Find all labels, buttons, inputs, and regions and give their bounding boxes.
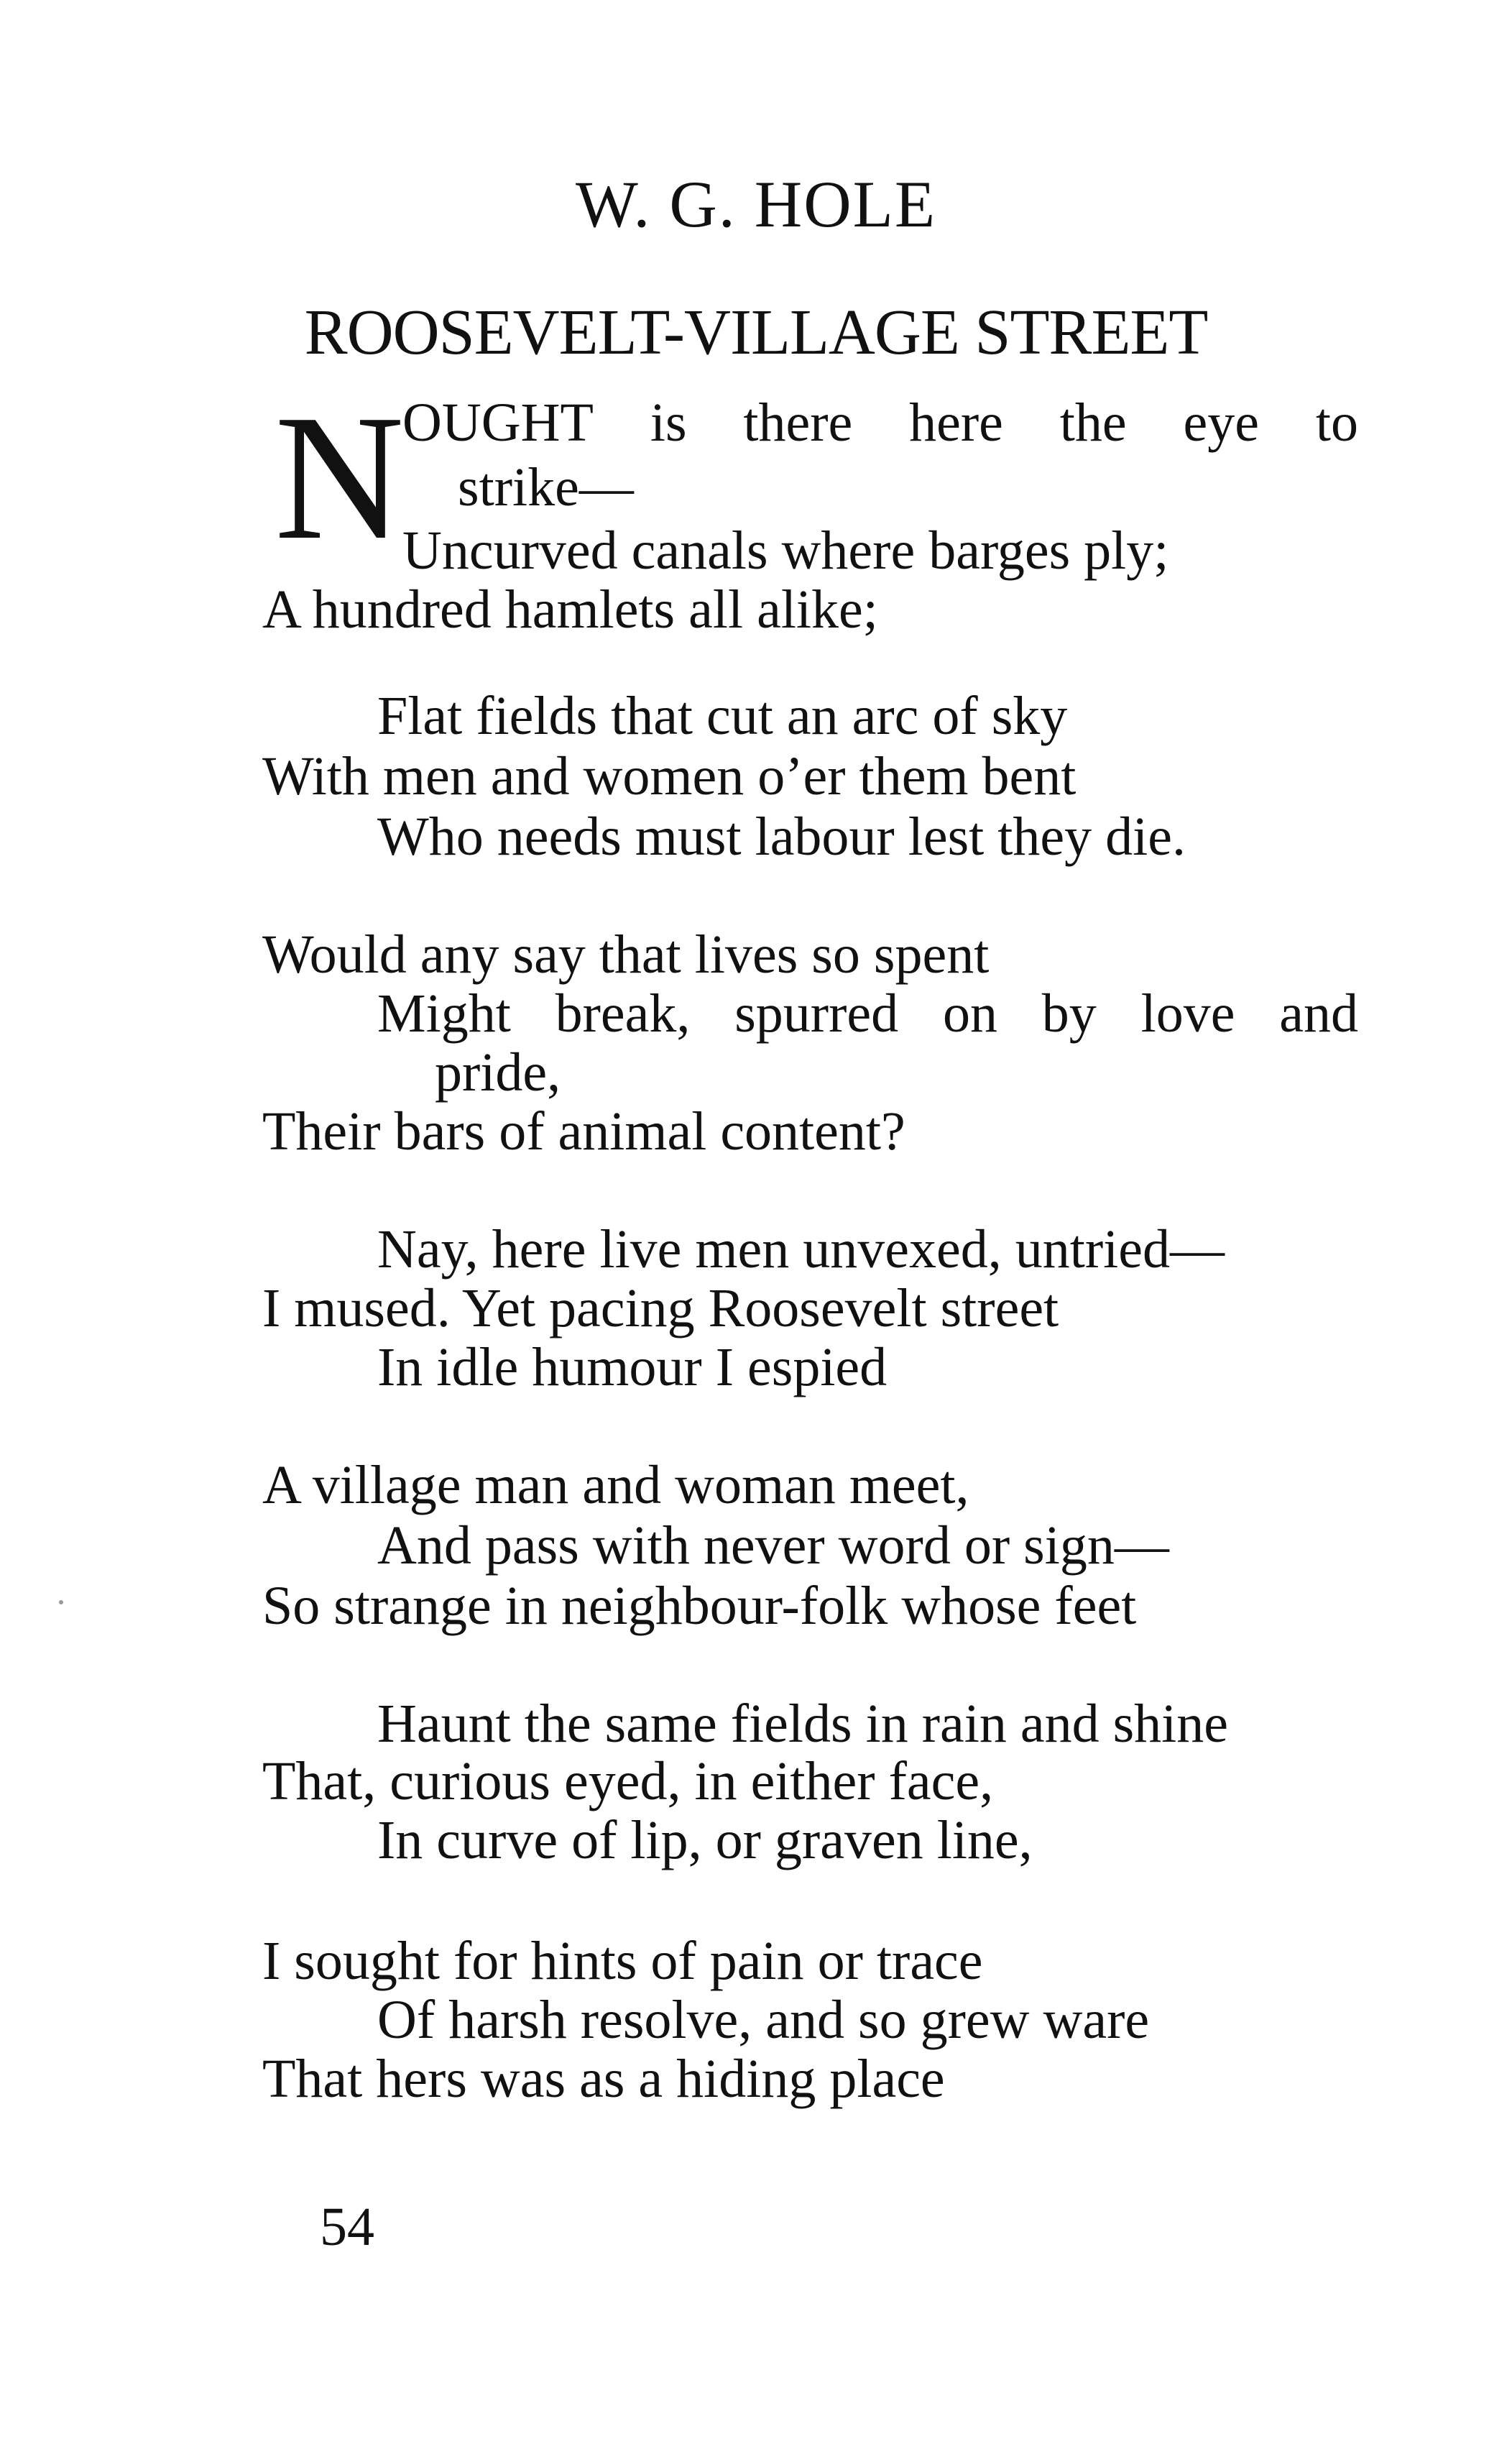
poem-line: That hers was as a hiding place	[262, 2049, 945, 2109]
poem-line: Their bars of animal content?	[262, 1101, 905, 1162]
poem-line: strike—	[458, 457, 634, 518]
poem-line: I sought for hints of pain or trace	[262, 1931, 983, 1991]
first-line-word: to	[1315, 392, 1358, 453]
first-line-word: there	[743, 392, 853, 453]
poem-line: In curve of lip, or graven line,	[377, 1810, 1033, 1870]
poem-title: ROOSEVELT-VILLAGE STREET	[304, 297, 1208, 368]
poem-line: Haunt the same fields in rain and shine	[377, 1694, 1229, 1754]
author-heading: W. G. HOLE	[575, 167, 937, 241]
margin-speck	[59, 1600, 63, 1604]
poem-line: Uncurved canals where barges ply;	[402, 520, 1169, 581]
poem-line: A hundred hamlets all alike;	[262, 579, 878, 640]
poem-line: And pass with never word or sign—	[377, 1515, 1169, 1576]
poem-line: Of harsh resolve, and so grew ware	[377, 1990, 1150, 2050]
first-line-word: eye	[1183, 392, 1259, 453]
page-number: 54	[320, 2197, 374, 2257]
first-line-word: OUGHT	[402, 392, 594, 453]
first-line-word: is	[650, 392, 687, 453]
poem-line: In idle humour I espied	[377, 1337, 888, 1397]
poem-line: So strange in neighbour-folk whose feet	[262, 1576, 1137, 1636]
poem-line: pride,	[435, 1042, 561, 1103]
drop-cap: N	[275, 378, 405, 577]
poem-line: Might break, spurred on by love and	[377, 983, 1358, 1044]
poem-line: Would any say that lives so spent	[262, 924, 990, 985]
poem-line: Flat fields that cut an arc of sky	[377, 686, 1068, 746]
poem-line: That, curious eyed, in either face,	[262, 1751, 994, 1811]
poem-line: Who needs must labour lest they die.	[377, 807, 1186, 867]
first-line-word: here	[909, 392, 1003, 453]
first-line-word: the	[1059, 392, 1127, 453]
poem-line: A village man and woman meet,	[262, 1455, 969, 1515]
poem-line: Nay, here live men unvexed, untried—	[377, 1219, 1225, 1280]
poem-line: With men and women o’er them bent	[262, 746, 1077, 807]
poem-line: I mused. Yet pacing Roosevelt street	[262, 1278, 1059, 1338]
poem-first-line	[402, 392, 1358, 453]
